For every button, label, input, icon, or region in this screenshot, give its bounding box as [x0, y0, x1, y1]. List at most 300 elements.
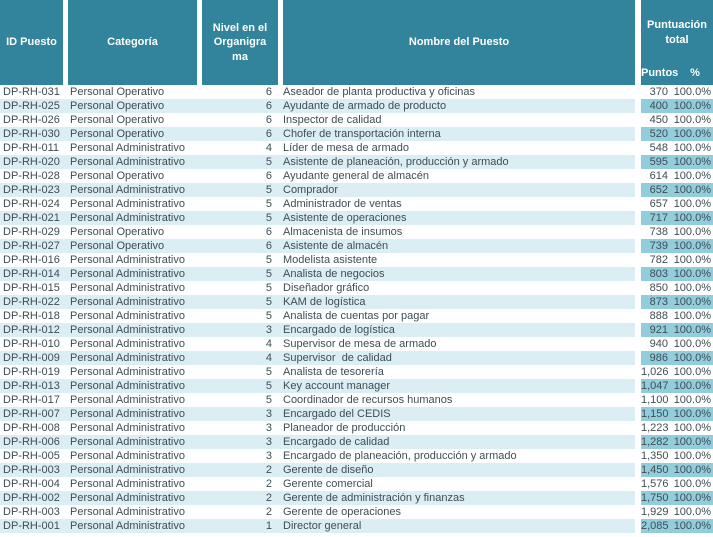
cell-categoria[interactable]: Personal Administrativo [70, 366, 185, 378]
cell-puntos[interactable]: 1,282 [641, 436, 669, 448]
cell-id-puesto[interactable]: DP-RH-015 [3, 282, 60, 294]
cell-nivel[interactable]: 3 [265, 422, 272, 434]
cell-categoria[interactable]: Personal Operativo [70, 114, 165, 126]
cell-id-puesto[interactable]: DP-RH-001 [3, 520, 60, 532]
row-points-section [641, 519, 713, 533]
cell-nombre-puesto[interactable]: Analista de cuentas por pagar [283, 310, 430, 322]
cell-id-puesto[interactable]: DP-RH-004 [3, 478, 60, 490]
cell-nombre-puesto[interactable]: Supervisor de calidad [283, 352, 392, 364]
table-row [0, 281, 713, 295]
cell-categoria[interactable]: Personal Administrativo [70, 506, 185, 518]
cell-porcentaje[interactable]: 100.0% [673, 352, 711, 364]
cell-id-puesto[interactable]: DP-RH-029 [3, 226, 60, 238]
cell-nombre-puesto[interactable]: Inspector de calidad [283, 114, 382, 126]
cell-puntos[interactable]: 921 [649, 324, 668, 336]
cell-porcentaje[interactable]: 100.0% [673, 310, 711, 322]
cell-categoria[interactable]: Personal Administrativo [70, 408, 185, 420]
cell-id-puesto[interactable]: DP-RH-025 [3, 100, 60, 112]
cell-nombre-puesto[interactable]: Encargado del CEDIS [283, 408, 391, 420]
cell-nivel[interactable]: 6 [265, 170, 272, 182]
row-points-section [641, 365, 713, 379]
cell-porcentaje[interactable]: 100.0% [673, 100, 711, 112]
cell-id-puesto[interactable]: DP-RH-007 [3, 408, 60, 420]
table-row [0, 337, 713, 351]
table-row [0, 197, 713, 211]
cell-nivel[interactable]: 3 [265, 436, 272, 448]
row-points-section [641, 267, 713, 281]
row-main-section [0, 365, 635, 379]
row-points-section [641, 505, 713, 519]
row-main-section [0, 393, 635, 407]
cell-nombre-puesto[interactable]: Analista de negocios [283, 268, 385, 280]
cell-porcentaje[interactable]: 100.0% [673, 450, 711, 462]
cell-puntos[interactable]: 873 [649, 296, 668, 308]
cell-categoria[interactable]: Personal Administrativo [70, 212, 185, 224]
cell-categoria[interactable]: Personal Administrativo [70, 254, 185, 266]
cell-id-puesto[interactable]: DP-RH-003 [3, 464, 60, 476]
row-main-section [0, 477, 635, 491]
cell-id-puesto[interactable]: DP-RH-009 [3, 352, 60, 364]
cell-nivel[interactable]: 6 [265, 128, 272, 140]
cell-puntos[interactable]: 520 [649, 128, 668, 140]
cell-nombre-puesto[interactable]: Planeador de producción [283, 422, 406, 434]
cell-categoria[interactable]: Personal Operativo [70, 226, 165, 238]
cell-porcentaje[interactable]: 100.0% [673, 114, 711, 126]
cell-nombre-puesto[interactable]: Modelista asistente [283, 254, 378, 266]
cell-id-puesto[interactable]: DP-RH-017 [3, 394, 60, 406]
cell-id-puesto[interactable]: DP-RH-020 [3, 156, 60, 168]
row-points-section [641, 477, 713, 491]
cell-puntos[interactable]: 1,223 [641, 422, 669, 434]
cell-porcentaje[interactable]: 100.0% [673, 254, 711, 266]
cell-porcentaje[interactable]: 100.0% [673, 506, 711, 518]
table-row [0, 393, 713, 407]
cell-puntos[interactable]: 1,576 [641, 478, 669, 490]
cell-nombre-puesto[interactable]: Administrador de ventas [283, 198, 402, 210]
table-row [0, 141, 713, 155]
cell-nivel[interactable]: 5 [265, 184, 272, 196]
row-main-section [0, 183, 635, 197]
cell-nombre-puesto[interactable]: Ayudante general de almacén [283, 170, 429, 182]
row-main-section [0, 295, 635, 309]
cell-porcentaje[interactable]: 100.0% [673, 282, 711, 294]
cell-nivel[interactable]: 5 [265, 310, 272, 322]
table-row [0, 407, 713, 421]
cell-nombre-puesto[interactable]: Ayudante de armado de producto [283, 100, 447, 112]
cell-porcentaje[interactable]: 100.0% [673, 520, 711, 532]
row-main-section [0, 169, 635, 183]
cell-puntos[interactable]: 739 [649, 240, 668, 252]
cell-nivel[interactable]: 4 [265, 142, 272, 154]
cell-puntos[interactable]: 1,750 [641, 492, 669, 504]
cell-nombre-puesto[interactable]: Supervisor de mesa de armado [283, 338, 437, 350]
row-points-section [641, 491, 713, 505]
cell-nombre-puesto[interactable]: Comprador [283, 184, 339, 196]
row-main-section [0, 435, 635, 449]
row-main-section [0, 323, 635, 337]
table-row [0, 225, 713, 239]
cell-nombre-puesto[interactable]: Diseñador gráfico [283, 282, 370, 294]
cell-nombre-puesto[interactable]: Almacenista de insumos [283, 226, 403, 238]
column-header-nivel-organigrama[interactable] [202, 0, 278, 85]
cell-nivel[interactable]: 5 [265, 268, 272, 280]
cell-porcentaje[interactable]: 100.0% [673, 394, 711, 406]
row-points-section [641, 127, 713, 141]
cell-categoria[interactable]: Personal Operativo [70, 170, 165, 182]
column-header-label: ID Puesto [6, 36, 57, 49]
cell-porcentaje[interactable]: 100.0% [673, 408, 711, 420]
cell-puntos[interactable]: 1,350 [641, 450, 669, 462]
cell-nivel[interactable]: 5 [265, 380, 272, 392]
cell-puntos[interactable]: 717 [649, 212, 668, 224]
cell-categoria[interactable]: Personal Administrativo [70, 142, 185, 154]
table-row [0, 379, 713, 393]
cell-puntos[interactable]: 986 [649, 352, 668, 364]
row-points-section [641, 169, 713, 183]
cell-porcentaje[interactable]: 100.0% [673, 380, 711, 392]
table-row [0, 365, 713, 379]
cell-id-puesto[interactable]: DP-RH-002 [3, 492, 60, 504]
cell-id-puesto[interactable]: DP-RH-014 [3, 268, 60, 280]
cell-nivel[interactable]: 6 [265, 226, 272, 238]
cell-porcentaje[interactable]: 100.0% [673, 324, 711, 336]
cell-categoria[interactable]: Personal Administrativo [70, 478, 185, 490]
row-main-section [0, 379, 635, 393]
cell-id-puesto[interactable]: DP-RH-013 [3, 380, 60, 392]
cell-nivel[interactable]: 5 [265, 156, 272, 168]
cell-puntos[interactable]: 782 [649, 254, 668, 266]
cell-porcentaje[interactable]: 100.0% [673, 86, 711, 98]
row-main-section [0, 85, 635, 99]
cell-puntos[interactable]: 370 [649, 86, 668, 98]
cell-id-puesto[interactable]: DP-RH-016 [3, 254, 60, 266]
row-points-section [641, 295, 713, 309]
table-row [0, 505, 713, 519]
cell-id-puesto[interactable]: DP-RH-011 [3, 142, 60, 154]
cell-nombre-puesto[interactable]: Aseador de planta productiva y oficinas [283, 86, 476, 98]
cell-nivel[interactable]: 1 [265, 520, 272, 532]
cell-categoria[interactable]: Personal Administrativo [70, 156, 185, 168]
row-main-section [0, 337, 635, 351]
row-points-section [641, 113, 713, 127]
cell-categoria[interactable]: Personal Administrativo [70, 296, 185, 308]
cell-id-puesto[interactable]: DP-RH-027 [3, 240, 60, 252]
column-header-puntuacion-total[interactable] [641, 0, 713, 85]
cell-porcentaje[interactable]: 100.0% [673, 226, 711, 238]
table-row [0, 323, 713, 337]
row-points-section [641, 309, 713, 323]
subcolumn-header-puntos[interactable]: Puntos [641, 67, 679, 80]
row-main-section [0, 519, 635, 533]
cell-categoria[interactable]: Personal Administrativo [70, 394, 185, 406]
table-row [0, 295, 713, 309]
cell-nivel[interactable]: 5 [265, 296, 272, 308]
cell-puntos[interactable]: 1,150 [641, 408, 669, 420]
row-points-section [641, 253, 713, 267]
cell-nivel[interactable]: 5 [265, 394, 272, 406]
row-points-section [641, 155, 713, 169]
table-row [0, 239, 713, 253]
cell-nombre-puesto[interactable]: Coordinador de recursos humanos [283, 394, 453, 406]
cell-nombre-puesto[interactable]: Encargado de logística [283, 324, 395, 336]
cell-id-puesto[interactable]: DP-RH-005 [3, 450, 60, 462]
cell-categoria[interactable]: Personal Administrativo [70, 352, 185, 364]
row-points-section [641, 281, 713, 295]
cell-porcentaje[interactable]: 100.0% [673, 128, 711, 140]
table-row [0, 309, 713, 323]
cell-categoria[interactable]: Personal Administrativo [70, 268, 185, 280]
row-main-section [0, 211, 635, 225]
cell-nivel[interactable]: 3 [265, 324, 272, 336]
cell-categoria[interactable]: Personal Administrativo [70, 338, 185, 350]
cell-nivel[interactable]: 6 [265, 114, 272, 126]
row-main-section [0, 197, 635, 211]
cell-puntos[interactable]: 1,450 [641, 464, 669, 476]
column-header-categoria[interactable] [68, 0, 197, 85]
cell-puntos[interactable]: 888 [649, 310, 668, 322]
cell-categoria[interactable]: Personal Administrativo [70, 450, 185, 462]
row-points-section [641, 463, 713, 477]
cell-puntos[interactable]: 548 [649, 142, 668, 154]
cell-puntos[interactable]: 614 [649, 170, 668, 182]
table-row [0, 155, 713, 169]
cell-nivel[interactable]: 6 [265, 86, 272, 98]
cell-id-puesto[interactable]: DP-RH-010 [3, 338, 60, 350]
row-points-section [641, 323, 713, 337]
table-row [0, 183, 713, 197]
row-main-section [0, 267, 635, 281]
row-points-section [641, 197, 713, 211]
row-main-section [0, 449, 635, 463]
cell-id-puesto[interactable]: DP-RH-024 [3, 198, 60, 210]
cell-puntos[interactable]: 1,100 [641, 394, 669, 406]
cell-puntos[interactable]: 400 [649, 100, 668, 112]
cell-nombre-puesto[interactable]: Director general [283, 520, 362, 532]
row-points-section [641, 393, 713, 407]
row-points-section [641, 85, 713, 99]
cell-nivel[interactable]: 6 [265, 100, 272, 112]
cell-id-puesto[interactable]: DP-RH-023 [3, 184, 60, 196]
cell-porcentaje[interactable]: 100.0% [673, 170, 711, 182]
row-points-section [641, 99, 713, 113]
cell-nivel[interactable]: 5 [265, 366, 272, 378]
cell-id-puesto[interactable]: DP-RH-030 [3, 128, 60, 140]
cell-categoria[interactable]: Personal Administrativo [70, 198, 185, 210]
row-main-section [0, 225, 635, 239]
cell-porcentaje[interactable]: 100.0% [673, 240, 711, 252]
cell-nombre-puesto[interactable]: Key account manager [283, 380, 391, 392]
cell-id-puesto[interactable]: DP-RH-006 [3, 436, 60, 448]
cell-nivel[interactable]: 5 [265, 212, 272, 224]
cell-nombre-puesto[interactable]: Gerente de administración y finanzas [283, 492, 465, 504]
cell-nombre-puesto[interactable]: Asistente de almacén [283, 240, 389, 252]
cell-nivel[interactable]: 3 [265, 450, 272, 462]
cell-categoria[interactable]: Personal Administrativo [70, 492, 185, 504]
row-main-section [0, 113, 635, 127]
table-row [0, 211, 713, 225]
cell-nombre-puesto[interactable]: Encargado de planeación, producción y armado [283, 450, 517, 462]
cell-categoria[interactable]: Personal Administrativo [70, 436, 185, 448]
cell-nombre-puesto[interactable]: KAM de logística [283, 296, 366, 308]
cell-nombre-puesto[interactable]: Gerente de operaciones [283, 506, 402, 518]
cell-categoria[interactable]: Personal Operativo [70, 100, 165, 112]
row-points-section [641, 351, 713, 365]
cell-categoria[interactable]: Personal Operativo [70, 86, 165, 98]
cell-categoria[interactable]: Personal Administrativo [70, 520, 185, 532]
cell-porcentaje[interactable]: 100.0% [673, 436, 711, 448]
cell-id-puesto[interactable]: DP-RH-031 [3, 86, 60, 98]
cell-porcentaje[interactable]: 100.0% [673, 492, 711, 504]
cell-nivel[interactable]: 2 [265, 506, 272, 518]
row-points-section [641, 141, 713, 155]
row-points-section [641, 449, 713, 463]
cell-nombre-puesto[interactable]: Asistente de operaciones [283, 212, 407, 224]
cell-id-puesto[interactable]: DP-RH-022 [3, 296, 60, 308]
row-main-section [0, 407, 635, 421]
cell-porcentaje[interactable]: 100.0% [673, 156, 711, 168]
table-row [0, 477, 713, 491]
table-row [0, 519, 713, 533]
cell-nombre-puesto[interactable]: Líder de mesa de armado [283, 142, 409, 154]
row-main-section [0, 421, 635, 435]
cell-categoria[interactable]: Personal Operativo [70, 240, 165, 252]
cell-nombre-puesto[interactable]: Chofer de transportación interna [283, 128, 441, 140]
cell-puntos[interactable]: 1,047 [641, 380, 669, 392]
cell-puntos[interactable]: 595 [649, 156, 668, 168]
row-points-section [641, 239, 713, 253]
cell-nivel[interactable]: 5 [265, 254, 272, 266]
column-header-nombre-puesto[interactable] [283, 0, 635, 85]
table-row [0, 99, 713, 113]
cell-porcentaje[interactable]: 100.0% [673, 338, 711, 350]
subcolumn-header-porcentaje[interactable]: % [690, 67, 700, 80]
cell-porcentaje[interactable]: 100.0% [673, 422, 711, 434]
row-main-section [0, 281, 635, 295]
cell-nombre-puesto[interactable]: Asistente de planeación, producción y armado [283, 156, 509, 168]
table-row [0, 113, 713, 127]
cell-categoria[interactable]: Personal Administrativo [70, 422, 185, 434]
row-points-section [641, 225, 713, 239]
cell-puntos[interactable]: 450 [649, 114, 668, 126]
cell-porcentaje[interactable]: 100.0% [673, 184, 711, 196]
column-header-label: Puntuación total [647, 19, 707, 46]
cell-id-puesto[interactable]: DP-RH-012 [3, 324, 60, 336]
cell-categoria[interactable]: Personal Operativo [70, 128, 165, 140]
cell-porcentaje[interactable]: 100.0% [673, 198, 711, 210]
row-main-section [0, 463, 635, 477]
cell-nombre-puesto[interactable]: Gerente comercial [283, 478, 373, 490]
column-header-label: Nivel en el Organigrama [212, 22, 268, 63]
table-row [0, 421, 713, 435]
table-row [0, 253, 713, 267]
cell-porcentaje[interactable]: 100.0% [673, 366, 711, 378]
cell-nivel[interactable]: 4 [265, 352, 272, 364]
cell-nivel[interactable]: 5 [265, 198, 272, 210]
row-points-section [641, 421, 713, 435]
cell-porcentaje[interactable]: 100.0% [673, 212, 711, 224]
points-subheader [641, 65, 713, 85]
row-main-section [0, 239, 635, 253]
row-points-section [641, 379, 713, 393]
cell-nivel[interactable]: 2 [265, 492, 272, 504]
table-row [0, 85, 713, 99]
column-header-id-puesto[interactable] [0, 0, 63, 85]
cell-puntos[interactable]: 652 [649, 184, 668, 196]
cell-id-puesto[interactable]: DP-RH-026 [3, 114, 60, 126]
row-points-section [641, 337, 713, 351]
table-row [0, 491, 713, 505]
row-main-section [0, 491, 635, 505]
column-header-label: Nombre del Puesto [408, 36, 510, 49]
cell-puntos[interactable]: 940 [649, 338, 668, 350]
table-row [0, 267, 713, 281]
row-main-section [0, 253, 635, 267]
cell-nivel[interactable]: 2 [265, 464, 272, 476]
cell-nivel[interactable]: 3 [265, 408, 272, 420]
cell-id-puesto[interactable]: DP-RH-019 [3, 366, 60, 378]
cell-puntos[interactable]: 803 [649, 268, 668, 280]
cell-puntos[interactable]: 1,929 [641, 506, 669, 518]
cell-nivel[interactable]: 6 [265, 240, 272, 252]
row-main-section [0, 155, 635, 169]
cell-categoria[interactable]: Personal Administrativo [70, 380, 185, 392]
cell-nivel[interactable]: 4 [265, 338, 272, 350]
row-main-section [0, 127, 635, 141]
cell-puntos[interactable]: 738 [649, 226, 668, 238]
cell-categoria[interactable]: Personal Administrativo [70, 464, 185, 476]
row-points-section [641, 435, 713, 449]
cell-porcentaje[interactable]: 100.0% [673, 268, 711, 280]
cell-porcentaje[interactable]: 100.0% [673, 478, 711, 490]
row-points-section [641, 211, 713, 225]
cell-id-puesto[interactable]: DP-RH-003 [3, 506, 60, 518]
cell-nombre-puesto[interactable]: Gerente de diseño [283, 464, 374, 476]
cell-puntos[interactable]: 850 [649, 282, 668, 294]
cell-puntos[interactable]: 1,026 [641, 366, 669, 378]
cell-id-puesto[interactable]: DP-RH-021 [3, 212, 60, 224]
row-main-section [0, 99, 635, 113]
row-main-section [0, 351, 635, 365]
table-header [0, 0, 713, 85]
row-main-section [0, 309, 635, 323]
cell-nivel[interactable]: 5 [265, 282, 272, 294]
cell-categoria[interactable]: Personal Administrativo [70, 184, 185, 196]
table-row [0, 449, 713, 463]
cell-nivel[interactable]: 2 [265, 478, 272, 490]
row-points-section [641, 407, 713, 421]
table-row [0, 351, 713, 365]
cell-porcentaje[interactable]: 100.0% [673, 142, 711, 154]
cell-porcentaje[interactable]: 100.0% [673, 464, 711, 476]
cell-nombre-puesto[interactable]: Encargado de calidad [283, 436, 390, 448]
cell-puntos[interactable]: 657 [649, 198, 668, 210]
cell-id-puesto[interactable]: DP-RH-028 [3, 170, 60, 182]
cell-categoria[interactable]: Personal Administrativo [70, 324, 185, 336]
cell-id-puesto[interactable]: DP-RH-008 [3, 422, 60, 434]
table-body [0, 85, 713, 533]
cell-categoria[interactable]: Personal Administrativo [70, 310, 185, 322]
cell-categoria[interactable]: Personal Administrativo [70, 282, 185, 294]
row-main-section [0, 141, 635, 155]
column-header-label: Categoría [107, 36, 158, 49]
row-main-section [0, 505, 635, 519]
table-row [0, 127, 713, 141]
cell-id-puesto[interactable]: DP-RH-018 [3, 310, 60, 322]
row-points-section [641, 183, 713, 197]
cell-puntos[interactable]: 2,085 [641, 520, 669, 532]
cell-nombre-puesto[interactable]: Analista de tesorería [283, 366, 384, 378]
cell-porcentaje[interactable]: 100.0% [673, 296, 711, 308]
